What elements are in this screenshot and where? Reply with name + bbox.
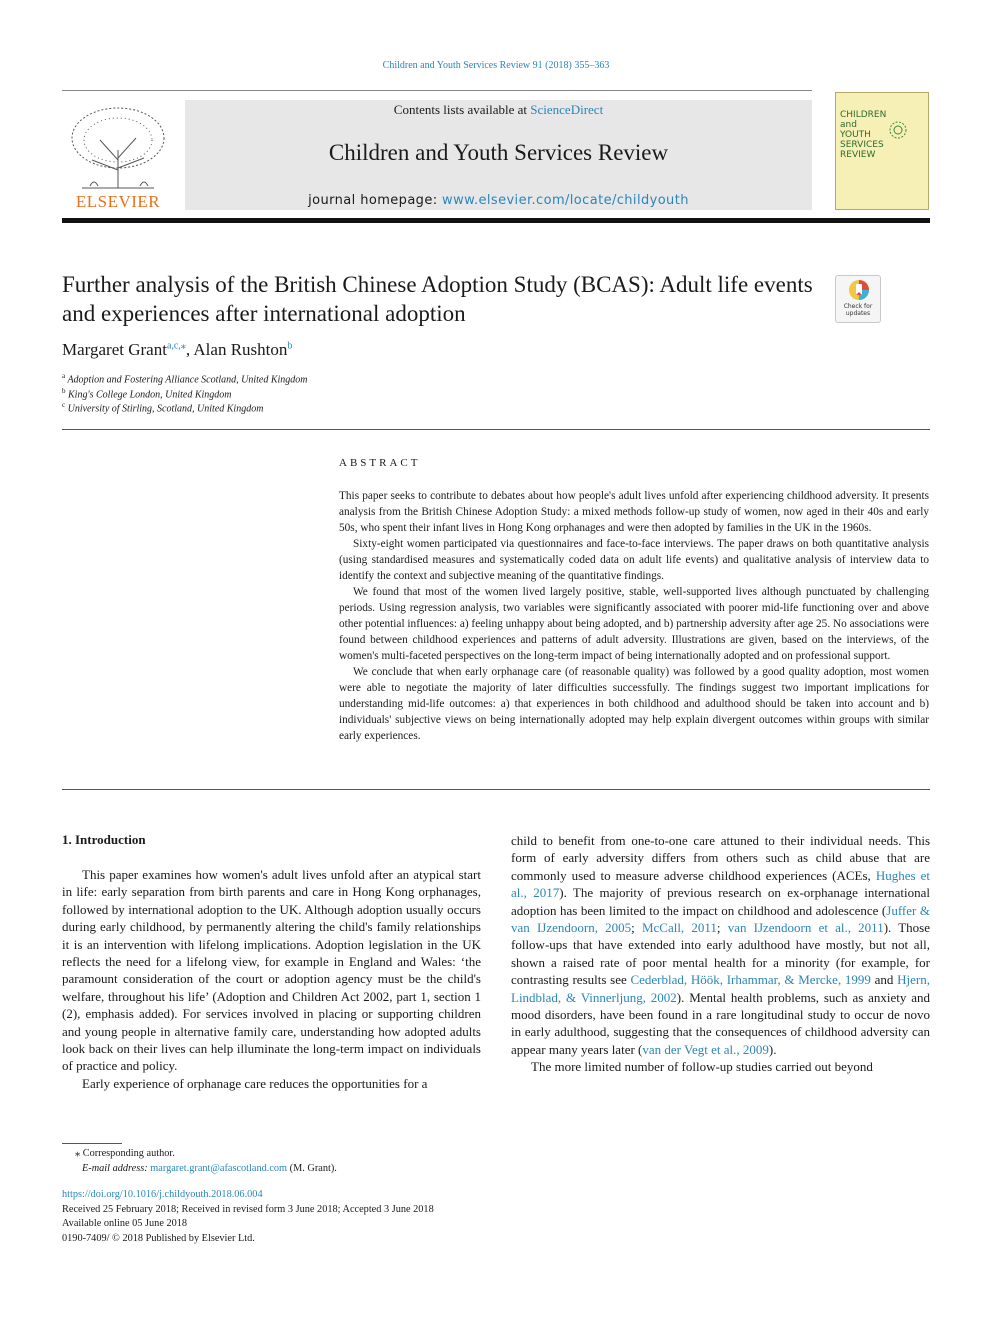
header-divider <box>62 90 812 91</box>
author-list: Margaret Grant$^{a,c,⁎}$, Alan Rushton$^b$ <box>62 340 293 359</box>
affiliation <box>62 401 263 414</box>
journal-homepage <box>185 193 812 208</box>
footnote-divider <box>62 1143 122 1144</box>
citation-link[interactable]: Hughes et al., 2017 <box>511 867 930 901</box>
sciencedirect-link[interactable]: ScienceDirect <box>530 102 604 117</box>
cover-line: YOUTH <box>840 130 871 140</box>
email-owner: (M. Grant). <box>289 1163 337 1174</box>
journal-citation[interactable]: Children and Youth Services Review 91 (2018) 355–363 <box>382 60 610 71</box>
body-text: ; <box>631 920 642 936</box>
right-column <box>511 832 930 1076</box>
body-paragraph: The more limited number of follow-up studies carried out beyond <box>531 1059 873 1075</box>
body-paragraph: This paper examines how women's adult lives unfold after an atypical start in life: early separation from birth parents and care in Hong Kong orphanages, followed by international adoption to the UK. Although adoption usually occurs during early childhood, by permanently altering the child's family relationships it is an intervention with lifelong implications. Adoption legislation in the UK reflects the need for a lifelong view, for example in England and Wales: ‘the paramount consideration of the court or adoption agency must be the child's welfare, throughout his life’ (Adoption and Children Act 2002, part 1, section 1 (2), emphasis added). For services involved in placing or supporting children and young people in alternative family care, understanding how adopted adults look back on their lives can help illuminate the long-term impact on individuals of practice and policy. <box>62 867 481 1074</box>
affiliation-text: King's College London, United Kingdom <box>68 389 232 401</box>
abstract-paragraph: We conclude that when early orphanage care (of reasonable quality) was followed by a good quality adoption, most women were able to negotiate the majority of later difficulties successfully. The findings suggest two important implications for understanding mid-life outcomes: a) that experiences in both childhood and adulthood should be taken into account and b) individuals' subjective views on being internationally adopted may help explain divergent outcomes within groups with similar early experiences. <box>339 666 929 742</box>
check-for-updates-badge[interactable] <box>835 275 881 323</box>
email-link[interactable]: margaret.grant@afascotland.com <box>150 1163 288 1174</box>
author-name[interactable]: Margaret Grant <box>62 340 167 359</box>
left-column <box>62 866 481 1092</box>
body-text: ). Those follow-ups that have extended into early adulthood have mostly, but not all, shown a raised rate of poor mental health for a minority (for example, for contrasting results see <box>511 920 930 988</box>
body-paragraph <box>511 832 930 1058</box>
body-text: ). Mental health problems, such as anxiety and mood disorders, have been found in a rare longitudinal study to occur de novo in early adulthood, suggesting that the consequences of childhood adversity can appear many years later ( <box>511 989 930 1057</box>
affiliation-mark: b <box>62 387 66 395</box>
body-text: ). <box>768 1041 777 1057</box>
abstract-divider <box>62 789 930 790</box>
citation-link[interactable]: van der Vegt et al., 2009 <box>642 1041 769 1057</box>
doi-link[interactable]: https://doi.org/10.1016/j.childyouth.2018.06.004 <box>62 1189 263 1200</box>
footnote-text: Corresponding author. <box>82 1148 175 1159</box>
body-text: ). The majority of previous research on ex-orphanage international adoption has been limited to the impact on childhood and adolescence ( <box>511 885 930 918</box>
received-dates: Received 25 February 2018; Received in revised form 3 June 2018; Accepted 3 June 2018 <box>62 1204 434 1215</box>
affiliation-text: Adoption and Fostering Alliance Scotland, United Kingdom <box>67 374 308 386</box>
footnote-mark: ⁎ <box>75 1148 81 1159</box>
body-paragraph: Early experience of orphanage care reduces the opportunities for a <box>82 1075 428 1091</box>
cover-line: REVIEW <box>840 150 876 160</box>
journal-title: Children and Youth Services Review <box>328 140 669 165</box>
author-affiliation-marks[interactable]: a,c,⁎ <box>166 340 186 352</box>
cover-line: CHILDREN <box>840 110 887 120</box>
affiliation <box>62 372 308 385</box>
article-title: Further analysis of the British Chinese Adoption Study (BCAS): Adult life events and experiences after international adoption <box>62 272 813 326</box>
corresponding-author-note <box>75 1146 175 1161</box>
abstract-paragraph: Sixty-eight women participated via questionnaires and face-to-face interviews. The paper draws on both quantitative analysis (using standardised measures and systematically coded data on adult life events) and qualitative analysis of interview data to identify the context and subjective meaning of the quantitative findings. <box>339 538 929 582</box>
affiliation-mark: a <box>62 372 66 380</box>
citation-link[interactable]: Hjern, Lindblad, & Vinnerljung, 2002 <box>511 972 930 1005</box>
cover-line: SERVICES <box>840 140 884 150</box>
elsevier-wordmark: ELSEVIER <box>75 192 161 211</box>
abstract-heading: ABSTRACT <box>339 457 421 469</box>
author-affiliation-marks[interactable]: b <box>287 340 293 352</box>
affiliation <box>62 387 232 400</box>
contents-prefix: Contents lists available at <box>393 102 531 117</box>
email-note <box>82 1161 337 1176</box>
copyright: 0190-7409/ © 2018 Published by Elsevier Ltd. <box>62 1233 255 1244</box>
citation-link[interactable]: van IJzendoorn et al., 2011 <box>727 920 884 936</box>
homepage-prefix: journal homepage: <box>308 193 443 208</box>
available-online: Available online 05 June 2018 <box>62 1218 188 1229</box>
header-thick-rule <box>62 218 930 223</box>
cover-figures-icon <box>886 118 910 142</box>
author-name[interactable]: Alan Rushton <box>193 340 288 359</box>
abstract-paragraph: This paper seeks to contribute to debates about how people's adult lives unfold after experiencing childhood adversity. It presents analysis from the British Chinese Adoption Study: a mixed methods follow-up study of women, now aged in their 40s and early 50s, who spent their infant lives in Hong Kong orphanages and were then adopted by families in the UK in the 1960s. <box>339 490 929 534</box>
abstract-body <box>339 488 929 744</box>
citation-link[interactable]: Cederblad, Höök, Irhammar, & Mercke, 1999 <box>630 972 871 988</box>
contents-line <box>185 102 812 118</box>
crossmark-icon <box>848 279 870 301</box>
citation-link[interactable]: Juffer & van IJzendoorn, 2005 <box>511 902 930 936</box>
title-divider <box>62 429 930 430</box>
cover-line: and <box>840 120 857 130</box>
affiliation-mark: c <box>62 401 66 409</box>
body-text: child to benefit from one-to-one care attuned to their individual needs. This form of early adversity differs from others such as child abuse that are commonly used to measure adverse childhood experiences (ACEs, <box>511 833 930 883</box>
citation-link[interactable]: McCall, 2011 <box>641 920 717 936</box>
body-text: ; <box>716 920 728 936</box>
abstract-paragraph: We found that most of the women lived largely positive, stable, well-supported lives although punctuated by challenging periods. Using regression analysis, two variables were significantly associated with poorer mid-life functioning over and above other potential influences: a) feeling unhappy about being adopted, and b) partnership adversity after age 25. No associations were found between childhood experiences and patterns of adult adversity. Illustrations are given, based on the interviews, of the women's multi-faceted perspectives on the long-term impact of being internationally adopted and on professional support. <box>339 586 929 662</box>
body-text: and <box>870 972 898 988</box>
email-label: E-mail address: <box>82 1163 148 1174</box>
homepage-link[interactable]: www.elsevier.com/locate/childyouth <box>442 193 689 208</box>
affiliation-text: University of Stirling, Scotland, United Kingdom <box>67 403 264 415</box>
section-heading: 1. Introduction <box>62 832 146 847</box>
crossmark-label: Check for updates <box>843 303 873 317</box>
